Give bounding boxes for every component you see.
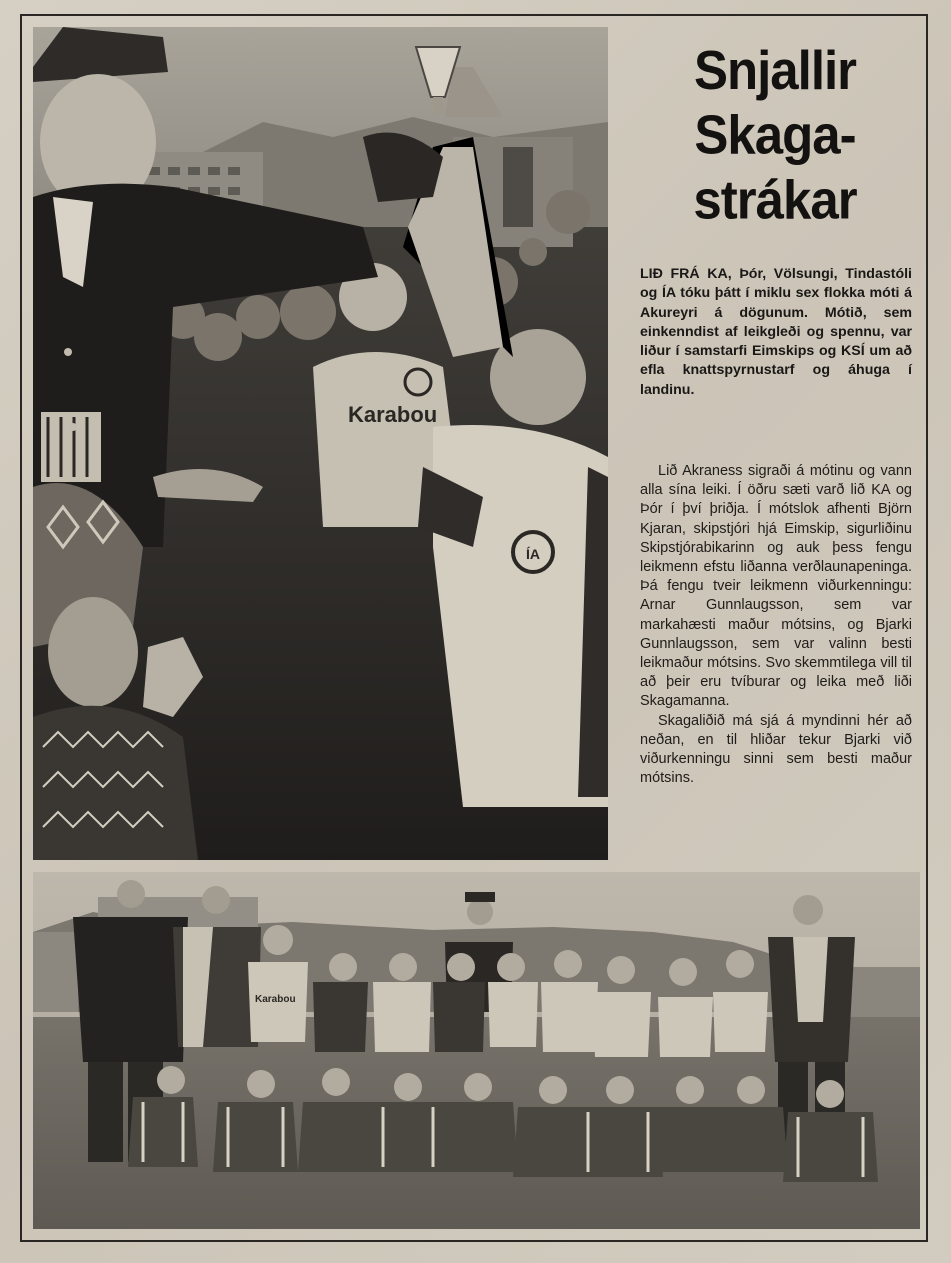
headline-line-1: Snjallir: [693, 39, 857, 101]
team-photo: [33, 872, 920, 1229]
trophy-photo-illustration: [33, 27, 608, 860]
headline-line-2: Skaga-: [694, 103, 856, 166]
article-lede: LIÐ FRÁ KA, Þór, Völsungi, Tindastóli og ÍA tóku þátt í miklu sex flokka móti á Akureyri á dögunum. Mótið, sem einkenndist af leikgleði og spennu, var liður í samstarfi Eimskips og KSÍ um að efla knattspyrnustarf og áhuga í landinu.: [640, 266, 912, 398]
article-headline: [640, 38, 910, 232]
team-photo-illustration: [33, 872, 920, 1229]
body-paragraph: Skagaliðið má sjá á myndinni hér að neðan, en til hliðar tekur Bjarki við viðurkenningu sinni sem besti maður mótsins.: [640, 712, 912, 787]
article-body: [640, 462, 912, 788]
top-shirt-badge: ÍA: [526, 546, 540, 562]
bottom-shirt-sponsor: Karabou: [255, 994, 296, 1005]
trophy-presentation-photo: [33, 27, 608, 860]
headline-line-3: strákar: [693, 168, 857, 231]
top-shirt-sponsor: Karabou: [348, 402, 438, 427]
body-paragraph: Lið Akraness sigraði á mótinu og vann alla sína leiki. Í öðru sæti varð lið KA og Þór í því þriðja. Í mótslok afhenti Björn Kjaran, skipstjóri hjá Eimskip, sigurliðinu Skipstjórabikarinn og auk þess fengu leikmenn efstu liðanna verðlaunapeninga. Þá fengu tveir leikmenn viðurkenningu: Arnar Gunnlaugsson, sem var markahæsti maður mótsins, og Bjarki Gunnlaugsson, sem var valinn besti leikmaður mótsins. Svo skemmtilega vill til að þeir eru tvíburar og leika með liði Skagamanna.: [640, 463, 912, 710]
